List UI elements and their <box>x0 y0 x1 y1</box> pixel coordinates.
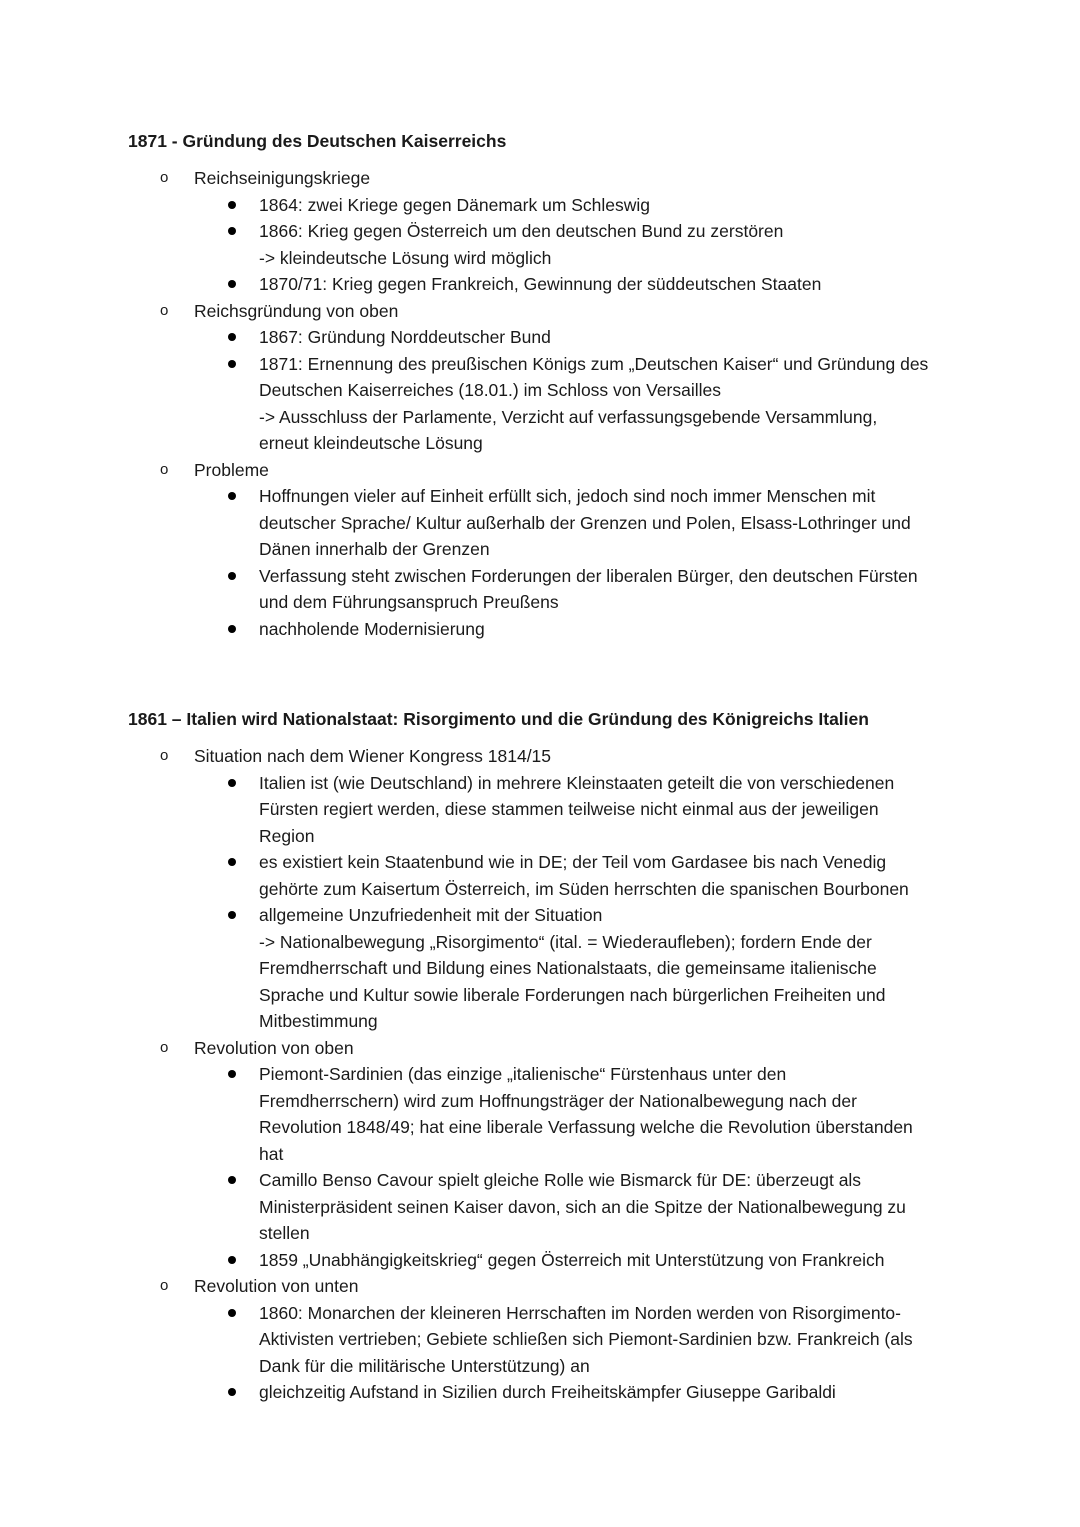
bullet-item <box>194 351 968 457</box>
bullet-text: allgemeine Unzufriedenheit mit der Situation <box>259 905 603 925</box>
bullet-item <box>194 218 968 271</box>
bullet-text: Fremdherrschern) wird zum Hoffnungsträger der Nationalbewegung nach der <box>259 1090 857 1111</box>
bullet-text: 1859 „Unabhängigkeitskrieg“ gegen Österreich mit Unterstützung von Frankreich <box>259 1249 885 1270</box>
bullet-text: es existiert kein Staatenbund wie in DE; der Teil vom Gardasee bis nach Venedig <box>259 852 887 872</box>
bullet-item <box>194 849 968 902</box>
sub-list <box>194 1061 968 1273</box>
dot-bullet-icon <box>228 858 236 866</box>
dot-bullet-icon <box>228 911 236 919</box>
circle-bullet-icon: o <box>160 1277 169 1294</box>
bullet-item <box>194 1167 968 1247</box>
bullet-item <box>194 192 968 219</box>
bullet-text: Deutschen Kaiserreiches (18.01.) im Schloss von Versailles <box>259 380 722 400</box>
bullet-text: -> Ausschluss der Parlamente, Verzicht auf verfassungsgebende Versammlung, <box>259 406 878 427</box>
section-1871 <box>128 128 968 642</box>
bullet-item <box>194 1247 968 1274</box>
sub-list <box>194 324 968 457</box>
bullet-text: stellen <box>259 1223 310 1243</box>
dot-bullet-icon <box>228 625 236 633</box>
outline-list <box>128 743 968 1406</box>
bullet-text: Italien ist (wie Deutschland) in mehrere Kleinstaaten geteilt die von verschiedenen <box>259 772 895 793</box>
bullet-item <box>194 324 968 351</box>
dot-bullet-icon <box>228 779 236 787</box>
dot-bullet-icon <box>228 1256 236 1264</box>
bullet-text: Revolution 1848/49; hat eine liberale Verfassung welche die Revolution überstanden <box>259 1117 913 1137</box>
list-item <box>128 1273 968 1406</box>
bullet-text: Fürsten regiert werden, diese stammen teilweise nicht einmal aus der jeweiligen <box>259 799 879 819</box>
bullet-text: gehörte zum Kaisertum Österreich, im Süden herrschten die spanischen Bourbonen <box>259 878 909 899</box>
bullet-text: hat <box>259 1143 284 1164</box>
list-item <box>128 743 968 1035</box>
dot-bullet-icon <box>228 492 236 500</box>
group-label: Revolution von unten <box>194 1276 359 1296</box>
section-1861 <box>128 706 968 1406</box>
bullet-text: Ministerpräsident seinen Kaiser davon, sich an die Spitze der Nationalbewegung zu <box>259 1196 906 1217</box>
sub-list <box>194 192 968 298</box>
dot-bullet-icon <box>228 280 236 288</box>
circle-bullet-icon: o <box>160 301 169 319</box>
bullet-text: Fremdherrschaft und Bildung eines Nationalstaats, die gemeinsame italienische <box>259 958 877 978</box>
bullet-item <box>194 271 968 298</box>
group-label: Reichseinigungskriege <box>194 168 371 188</box>
bullet-text: 1870/71: Krieg gegen Frankreich, Gewinnung der süddeutschen Staaten <box>259 274 822 294</box>
bullet-text: gleichzeitig Aufstand in Sizilien durch Freiheitskämpfer Giuseppe Garibaldi <box>259 1382 836 1402</box>
circle-bullet-icon: o <box>160 1038 169 1056</box>
circle-bullet-icon: o <box>160 460 169 478</box>
bullet-text: 1871: Ernennung des preußischen Königs zum „Deutschen Kaiser“ und Gründung des <box>259 353 929 374</box>
list-item <box>128 457 968 643</box>
dot-bullet-icon <box>228 1070 236 1078</box>
list-item <box>128 165 968 298</box>
bullet-text: Dänen innerhalb der Grenzen <box>259 539 490 559</box>
bullet-text: 1867: Gründung Norddeutscher Bund <box>259 327 551 347</box>
list-item <box>128 298 968 457</box>
bullet-item <box>194 616 968 643</box>
group-label: Reichsgründung von oben <box>194 300 399 321</box>
bullet-text: und dem Führungsanspruch Preußens <box>259 592 559 612</box>
bullet-text: Verfassung steht zwischen Forderungen der liberalen Bürger, den deutschen Fürsten <box>259 565 918 586</box>
bullet-text: erneut kleindeutsche Lösung <box>259 433 483 453</box>
dot-bullet-icon <box>228 201 236 209</box>
sub-list <box>194 483 968 642</box>
dot-bullet-icon <box>228 227 236 235</box>
bullet-item <box>194 902 968 1035</box>
circle-bullet-icon: o <box>160 169 169 186</box>
bullet-text: Hoffnungen vieler auf Einheit erfüllt sich, jedoch sind noch immer Menschen mit <box>259 486 876 506</box>
bullet-text: Aktivisten vertrieben; Gebiete schließen sich Piemont-Sardinien bzw. Frankreich (als <box>259 1329 913 1349</box>
bullet-text: -> kleindeutsche Lösung wird möglich <box>259 247 552 268</box>
sub-list <box>194 770 968 1035</box>
sub-list <box>194 1300 968 1406</box>
bullet-item <box>194 1300 968 1380</box>
bullet-text: -> Nationalbewegung „Risorgimento“ (ital. = Wiederaufleben); fordern Ende der <box>259 931 872 952</box>
circle-bullet-icon: o <box>160 747 169 764</box>
group-label: Situation nach dem Wiener Kongress 1814/15 <box>194 746 552 766</box>
dot-bullet-icon <box>228 360 236 368</box>
bullet-item <box>194 563 968 616</box>
group-label: Probleme <box>194 459 269 480</box>
bullet-text: Piemont-Sardinien (das einzige „italienische“ Fürstenhaus unter den <box>259 1064 787 1084</box>
bullet-text: Camillo Benso Cavour spielt gleiche Rolle wie Bismarck für DE: überzeugt als <box>259 1170 862 1190</box>
dot-bullet-icon <box>228 333 236 341</box>
bullet-text: 1860: Monarchen der kleineren Herrschaften im Norden werden von Risorgimento- <box>259 1302 901 1323</box>
bullet-text: 1866: Krieg gegen Österreich um den deutschen Bund zu zerstören <box>259 221 784 241</box>
section-heading: 1861 – Italien wird Nationalstaat: Risorgimento und die Gründung des Königreichs Italien <box>128 709 869 729</box>
bullet-item <box>194 483 968 563</box>
bullet-text: 1864: zwei Kriege gegen Dänemark um Schleswig <box>259 194 651 215</box>
bullet-item <box>194 1061 968 1167</box>
bullet-text: Region <box>259 825 315 846</box>
list-item <box>128 1035 968 1274</box>
dot-bullet-icon <box>228 572 236 580</box>
outline-list <box>128 165 968 642</box>
bullet-item <box>194 1379 968 1406</box>
dot-bullet-icon <box>228 1176 236 1184</box>
dot-bullet-icon <box>228 1388 236 1396</box>
dot-bullet-icon <box>228 1309 236 1317</box>
bullet-text: Sprache und Kultur sowie liberale Forderungen nach bürgerlichen Freiheiten und <box>259 984 886 1005</box>
group-label: Revolution von oben <box>194 1037 354 1058</box>
bullet-text: Dank für die militärische Unterstützung) an <box>259 1355 590 1376</box>
bullet-item <box>194 770 968 850</box>
section-heading: 1871 - Gründung des Deutschen Kaiserreichs <box>128 131 507 151</box>
bullet-text: deutscher Sprache/ Kultur außerhalb der Grenzen und Polen, Elsass-Lothringer und <box>259 512 911 533</box>
bullet-text: nachholende Modernisierung <box>259 618 485 639</box>
bullet-text: Mitbestimmung <box>259 1011 378 1031</box>
